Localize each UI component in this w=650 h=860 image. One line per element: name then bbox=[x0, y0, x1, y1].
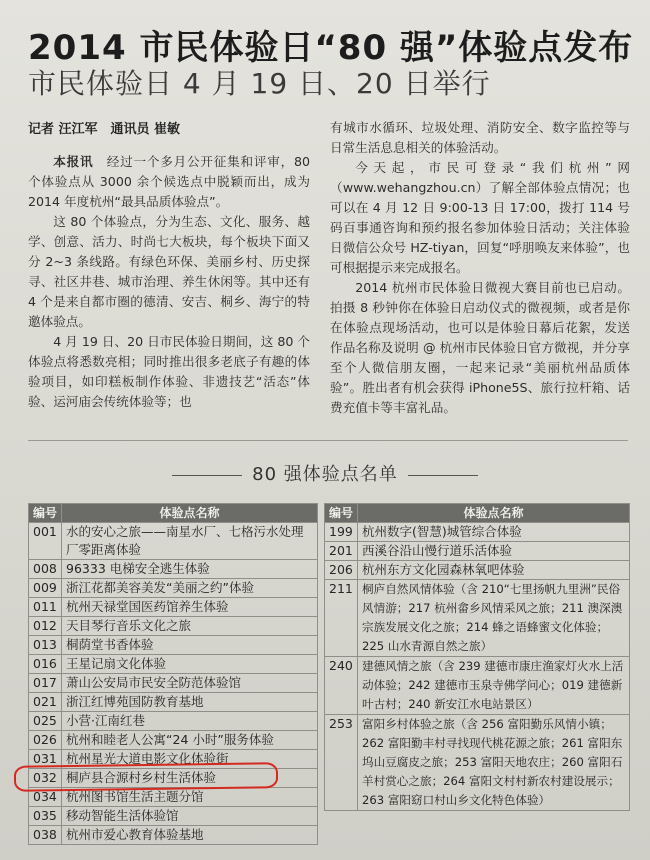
headline-sub: 市民体验日 4 月 19 日、20 日举行 bbox=[28, 67, 491, 100]
article-paragraph: 4 月 19 日、20 日市民体验日期间，这 80 个体验点将悉数亮相；同时推出很多老底子有趣的体验项目，如印糕板制作体验、非遗技艺“活态”体验、运河庙会传统体验等；也 bbox=[28, 334, 310, 409]
table-row-highlighted: 031 杭州星光大道电影文化体验街 bbox=[29, 750, 318, 769]
section-divider bbox=[28, 440, 628, 441]
red-highlight-circle bbox=[14, 762, 278, 792]
table-row: 021 浙江红博苑国防教育基地 bbox=[29, 693, 318, 712]
table-row: 026 杭州和睦老人公寓“24 小时”服务体验 bbox=[29, 731, 318, 750]
table-row: 034 杭州图书馆生活主题分馆 bbox=[29, 788, 318, 807]
table-header-row bbox=[325, 504, 630, 523]
article-column-left bbox=[28, 152, 310, 412]
table-row: 201 西溪谷沿山慢行道乐活体验 bbox=[325, 542, 630, 561]
table-row: 008 96333 电梯安全逃生体验 bbox=[29, 560, 318, 579]
table-row: 199 杭州数字(智慧)城管综合体验 bbox=[325, 523, 630, 542]
article-paragraph: 这 80 个体验点，分为生态、文化、服务、越学、创意、活力、时尚七大板块，每个板块下面又分 2~3 条线路。有绿色环保、美丽乡村、历史探寻、社区井巷、城市治理、养生休闲等。其中还有 4 个是来自都市圈的德清、安吉、桐乡、海宁的特邀体验点。 bbox=[28, 214, 310, 329]
list-title: 80 强体验点名单 bbox=[0, 460, 650, 486]
table-row: 001 水的安心之旅——南星水厂、七格污水处理厂零距离体验 bbox=[29, 523, 318, 560]
article-paragraph: 2014 杭州市民体验日微视大赛目前也已启动。拍摄 8 秒钟你在体验日启动仪式的微视频，或者是你在体验点现场活动，也可以是体验日幕后花絮，发送作品名称及说明 @ 杭州市民体验日官方微视，并分享至个人微信朋友圈，一起来记录“美丽杭州品质体验”。胜出者有机会获得 iPhone5S、旅行拉杆箱、话费充值卡等丰富礼品。 bbox=[330, 280, 630, 415]
title-line-left bbox=[172, 475, 242, 476]
list-table-right bbox=[324, 503, 630, 811]
table-row: 017 萧山公安局市民安全防范体验馆 bbox=[29, 674, 318, 693]
article-lead: 本报讯 bbox=[53, 154, 94, 169]
table-row: 012 天目琴行音乐文化之旅 bbox=[29, 617, 318, 636]
table-row: 025 小营·江南红巷 bbox=[29, 712, 318, 731]
table-row: 253 富阳乡村体验之旅（含 256 富阳勤乐风情小镇；262 富阳勤丰村寻找现代桃花源之旅；261 富阳东坞山豆腐皮之旅；253 富阳天地农庄；260 富阳石羊村赏心之旅；264 富阳文村村新农村建设展示；263 富阳窈口村山乡文化特色体验） bbox=[325, 715, 630, 811]
table-row: 035 移动智能生活体验馆 bbox=[29, 807, 318, 826]
article-paragraph: 本报讯 经过一个多月公开征集和评审，80 个体验点从 3000 余个候选点中脱颖而出，成为 2014 年度杭州“最具品质体验点”。 bbox=[28, 154, 311, 209]
headline-main: 2014 市民体验日“80 强”体验点发布 bbox=[28, 28, 634, 68]
article-column-right bbox=[330, 118, 630, 418]
header-num: 编号 bbox=[325, 504, 358, 523]
header-num: 编号 bbox=[29, 504, 62, 523]
header-name: 体验点名称 bbox=[62, 504, 318, 523]
table-row: 206 杭州东方文化园森林氧吧体验 bbox=[325, 561, 630, 580]
article-paragraph: 有城市水循环、垃圾处理、消防安全、数字监控等与日常生活息息相关的体验活动。 bbox=[330, 120, 630, 155]
table-row: 016 王星记扇文化体验 bbox=[29, 655, 318, 674]
table-row: 032 桐庐县合源村乡村生活体验 bbox=[29, 769, 318, 788]
table-header-row bbox=[29, 504, 318, 523]
table-row: 013 桐荫堂书香体验 bbox=[29, 636, 318, 655]
table-row: 211 桐庐自然风情体验（含 210“七里扬帆九里洲”民俗风情游；217 杭州畲乡风情采风之旅；211 澳深澳宗族发展文化之旅；214 蜂之语蜂蜜文化体验；225 山水青源自然之旅） bbox=[325, 580, 630, 657]
byline: 记者 汪江军 通讯员 崔敏 bbox=[28, 122, 181, 137]
list-table-left bbox=[28, 503, 318, 845]
table-row: 011 杭州天禄堂国医药馆养生体验 bbox=[29, 598, 318, 617]
article-paragraph: 今天起，市民可登录“我们杭州”网（www.wehangzhou.cn）了解全部体验点情况；也可以在 4 月 12 日 9:00-13 日 17:00，拨打 114 号码百事通咨询和预约报名参加体验日活动；关注体验日微信公众号 HZ-tiyan，回复“呼朋唤友来体验”，也可根据提示来完成报名。 bbox=[330, 160, 630, 275]
table-row: 038 杭州市爱心教育体验基地 bbox=[29, 826, 318, 845]
table-row: 240 建德风情之旅（含 239 建德市康庄渔家灯火水上活动体验；242 建德市玉泉寺佛学问心；019 建德新叶古村；240 新安江水电站景区） bbox=[325, 657, 630, 715]
title-line-right bbox=[408, 475, 478, 476]
table-row: 009 浙江花都美容美发“美丽之约”体验 bbox=[29, 579, 318, 598]
header-name: 体验点名称 bbox=[358, 504, 630, 523]
